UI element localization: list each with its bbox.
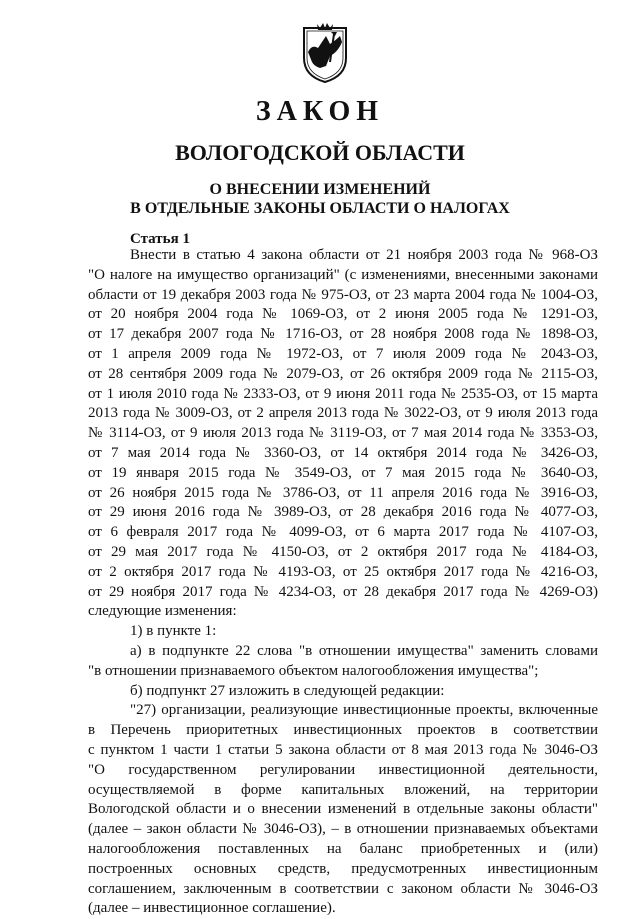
body-line: № 3114-ОЗ, от 9 июля 2013 года № 3119-ОЗ, от 7 мая 2014 года № 3353-ОЗ, — [88, 425, 598, 442]
body-line: следующие изменения: — [88, 603, 237, 620]
subtitle-line-2: В ОТДЕЛЬНЫЕ ЗАКОНЫ ОБЛАСТИ О НАЛОГАХ — [130, 200, 510, 217]
body-line: Вологодской области и о внесении изменений в отдельные законы области" — [88, 801, 598, 818]
body-line: построенных основных средств, предусмотренных инвестиционным — [88, 860, 598, 877]
body-line: (далее – инвестиционное соглашение). — [88, 900, 336, 917]
body-line: от 7 мая 2014 года № 3360-ОЗ, от 14 октября 2014 года № 3426-ОЗ, — [88, 444, 598, 461]
body-line: области от 19 декабря 2003 года № 975-ОЗ, от 23 марта 2004 года № 1004-ОЗ, — [88, 286, 598, 303]
body-line: от 29 мая 2017 года № 4150-ОЗ, от 2 октября 2017 года № 4184-ОЗ, — [88, 543, 598, 560]
coat-of-arms-icon — [300, 22, 350, 84]
body-line: с пунктом 1 части 1 статьи 5 закона области от 8 мая 2013 года № 3046-ОЗ — [88, 741, 598, 758]
body-line: от 19 января 2015 года № 3549-ОЗ, от 7 мая 2015 года № 3640-ОЗ, — [88, 464, 598, 481]
body-line: а) в подпункте 22 слова "в отношении имущества" заменить словами — [130, 642, 598, 659]
body-line: "О налоге на имущество организаций" (с изменениями, внесенными законами — [88, 266, 598, 283]
body-line: от 2 октября 2017 года № 4193-ОЗ, от 25 октября 2017 года № 4216-ОЗ, — [88, 563, 598, 580]
body-line: "в отношении признаваемого объектом налогообложения имущества"; — [88, 662, 539, 679]
body-line: в Перечень приоритетных инвестиционных проектов в соответствии — [88, 722, 598, 739]
body-line: от 29 июня 2016 года № 3989-ОЗ, от 28 декабря 2016 года № 4077-ОЗ, — [88, 504, 598, 521]
body-line: Внести в статью 4 закона области от 21 ноября 2003 года № 968-ОЗ — [130, 247, 598, 263]
body-line: осуществляемой в форме капитальных вложений, на территории — [88, 781, 598, 798]
law-title: ЗАКОН — [255, 96, 385, 127]
body-line: от 29 ноября 2017 года № 4234-ОЗ, от 28 декабря 2017 года № 4269-ОЗ) — [88, 583, 598, 600]
body-line: от 17 декабря 2007 года № 1716-ОЗ, от 28 ноября 2008 года № 1898-ОЗ, — [88, 326, 598, 343]
body-line: "О государственном регулировании инвестиционной деятельности, — [88, 761, 598, 778]
body-line: б) подпункт 27 изложить в следующей редакции: — [130, 682, 445, 699]
body-line: от 1 июля 2010 года № 2333-ОЗ, от 9 июня 2011 года № 2535-ОЗ, от 15 марта — [88, 385, 598, 402]
body-line: 2013 года № 3009-ОЗ, от 2 апреля 2013 года № 3022-ОЗ, от 9 июля 2013 года — [88, 405, 598, 422]
body-line: от 28 сентября 2009 года № 2079-ОЗ, от 26 октября 2009 года № 2115-ОЗ, — [88, 365, 598, 382]
region-title: ВОЛОГОДСКОЙ ОБЛАСТИ — [175, 140, 465, 165]
body-line: (далее – закон области № 3046-ОЗ), – в отношении признаваемых объектами — [88, 821, 598, 838]
article-body — [88, 246, 598, 919]
body-line: 1) в пункте 1: — [130, 623, 217, 640]
body-line: налогообложения поставленных на баланс приобретенных и (или) — [88, 840, 598, 857]
article-heading: Статья 1 — [130, 231, 190, 247]
body-line: от 1 апреля 2009 года № 1972-ОЗ, от 7 июля 2009 года № 2043-ОЗ, — [88, 345, 598, 362]
body-line: соглашением, заключенным в соответствии с законом области № 3046-ОЗ — [88, 880, 598, 897]
body-line: от 26 ноября 2015 года № 3786-ОЗ, от 11 апреля 2016 года № 3916-ОЗ, — [88, 484, 598, 501]
body-line: "27) организации, реализующие инвестиционные проекты, включенные — [130, 702, 598, 719]
subtitle-line-1: О ВНЕСЕНИИ ИЗМЕНЕНИЙ — [209, 181, 431, 198]
body-line: от 6 февраля 2017 года № 4099-ОЗ, от 6 марта 2017 года № 4107-ОЗ, — [88, 524, 598, 541]
body-line: от 20 ноября 2004 года № 1069-ОЗ, от 2 июня 2005 года № 1291-ОЗ, — [88, 306, 598, 323]
